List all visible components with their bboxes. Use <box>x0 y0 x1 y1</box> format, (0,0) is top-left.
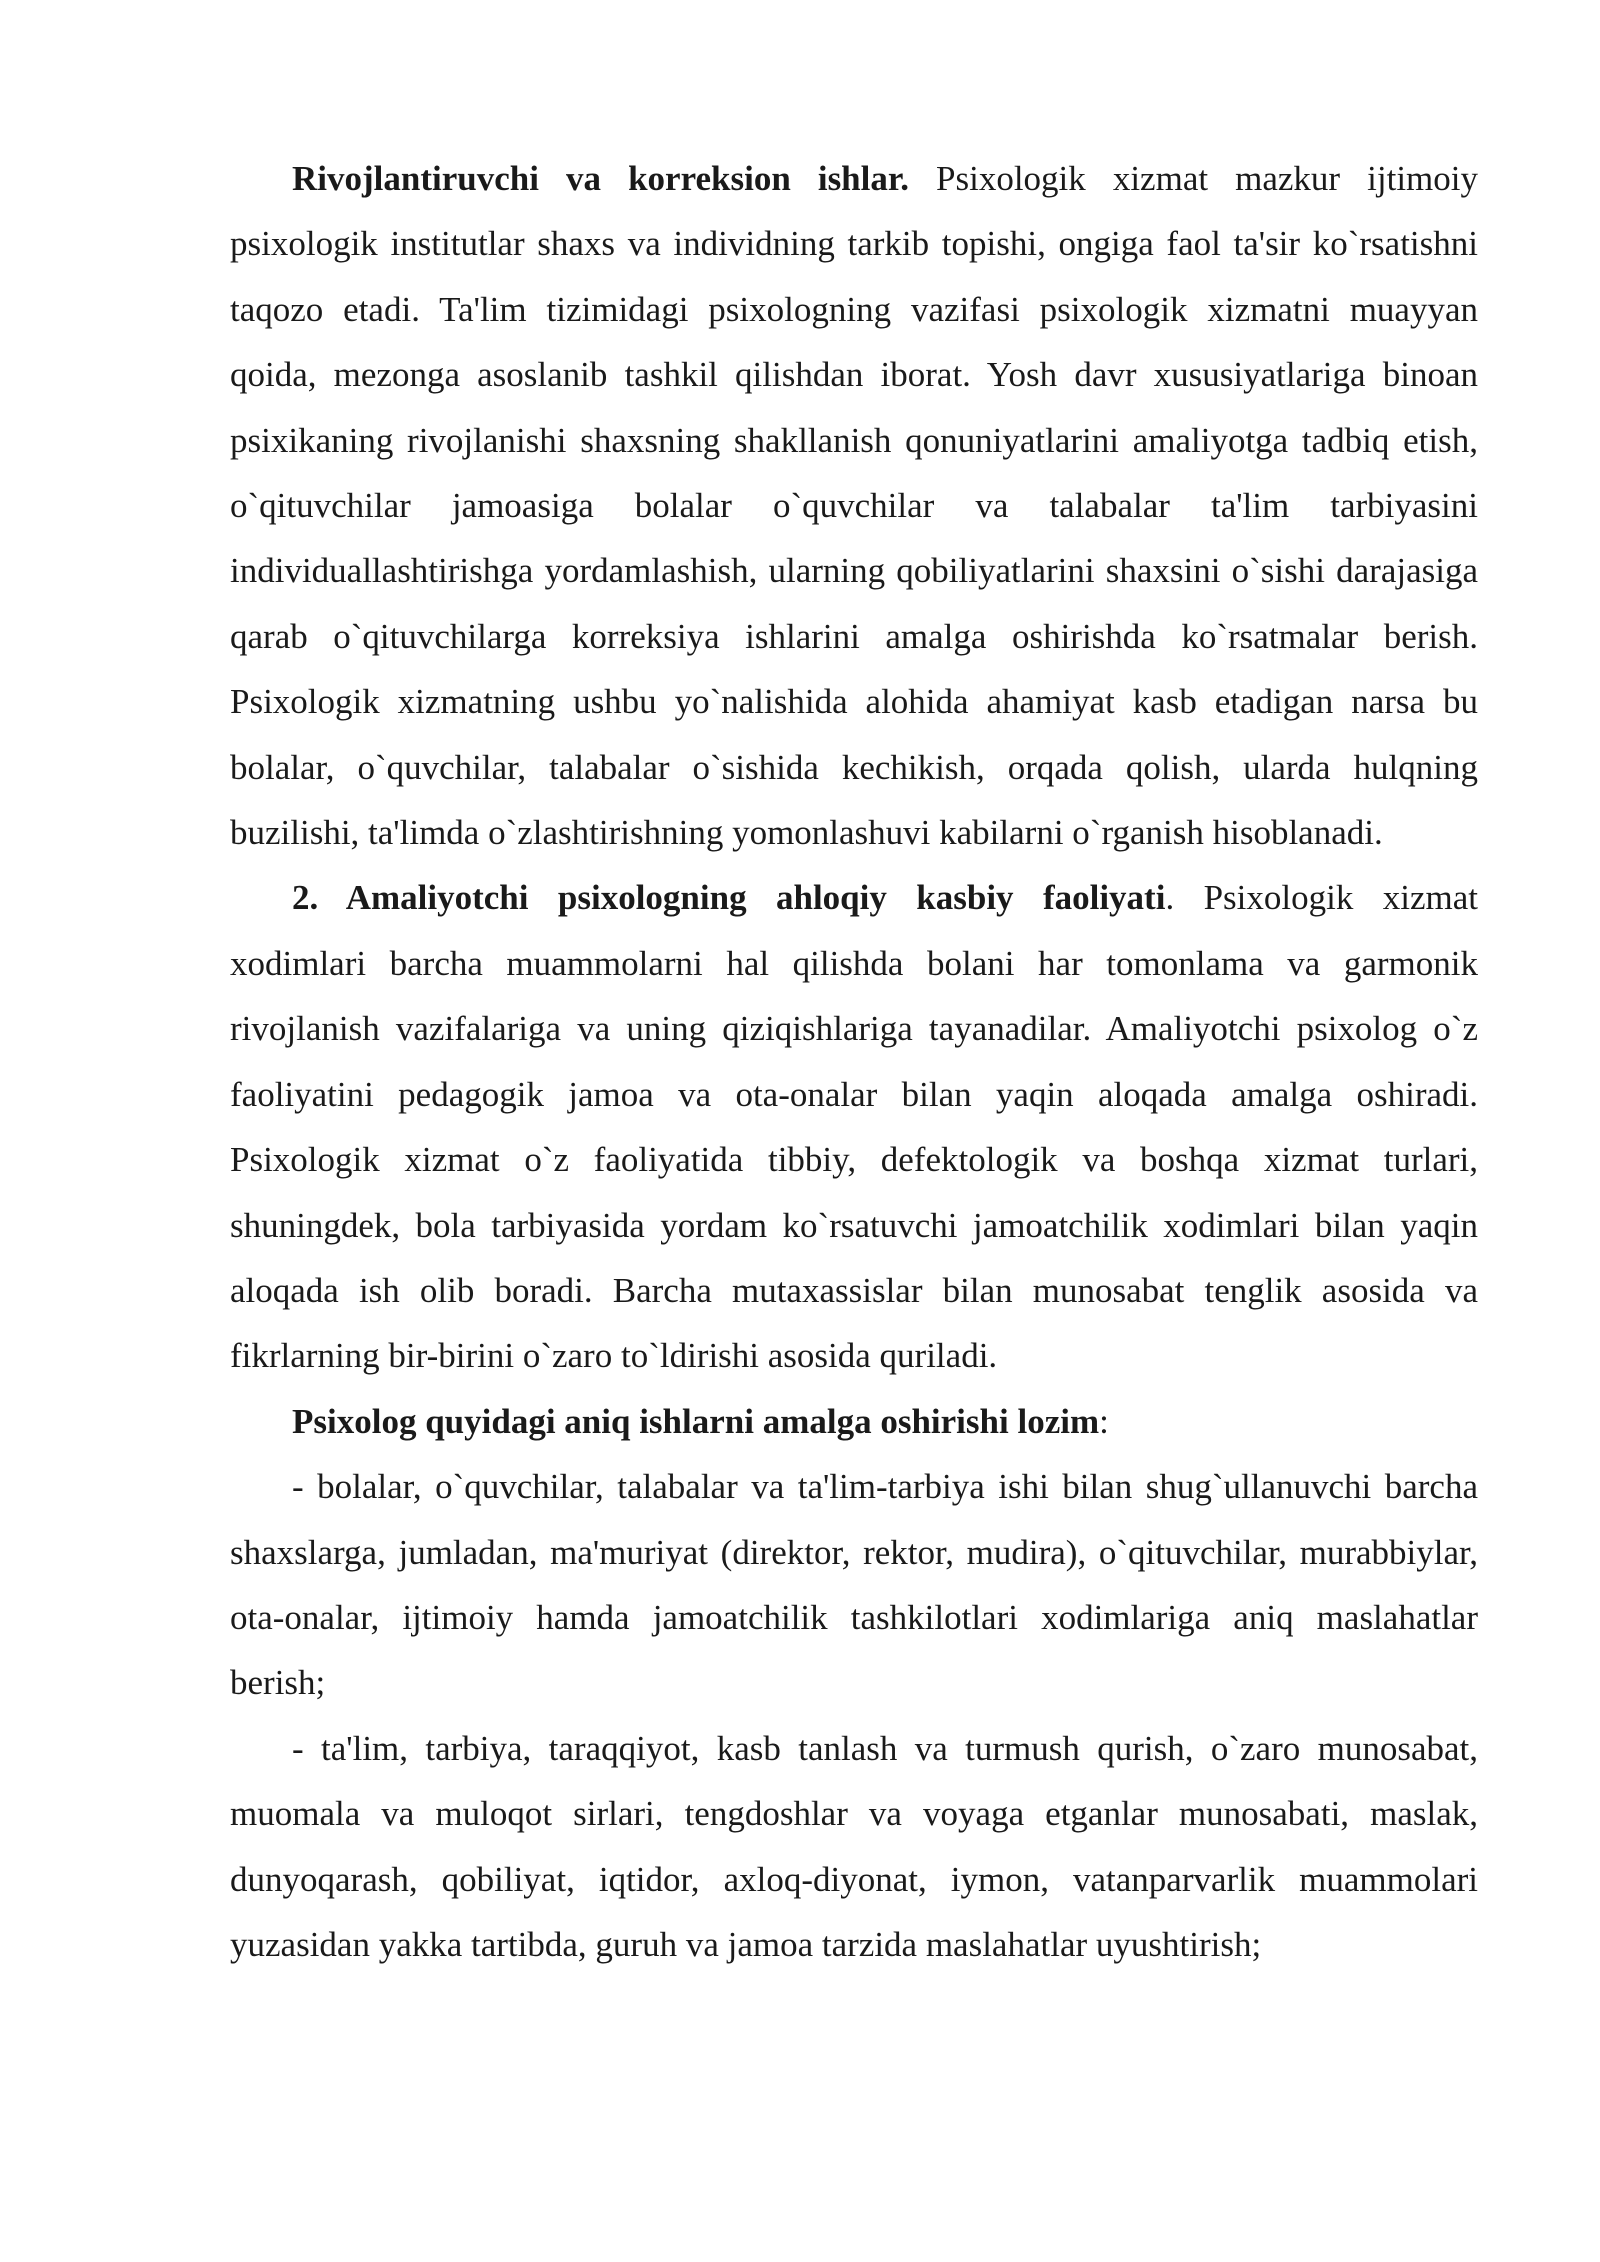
paragraph-practical-psychologist-ethics <box>230 865 1478 1388</box>
document-page <box>230 146 1478 1977</box>
paragraph-psychologist-duties-intro <box>230 1389 1478 1454</box>
list-item: - bolalar, o`quvchilar, talabalar va ta'lim-tarbiya ishi bilan shug`ullanuvchi barcha shaxslarga, jumladan, ma'muriyat (direktor, rektor, mudira), o`qituvchilar, murabbiylar, ota-onalar, ijtimoiy hamda jamoatchilik tashkilotlari xodimlariga aniq maslahatlar berish; <box>230 1467 1478 1703</box>
paragraph-text: Psixologik xizmat mazkur ijtimoiy psixologik institutlar shaxs va individning tarkib topishi, ongiga faol ta'sir ko`rsatishni taqozo etadi. Ta'lim tizimidagi psixologning vazifasi psixologik xizmatni muayyan qoida, mezonga asoslanib tashkil qilishdan iborat. Yosh davr xususiyatlariga binoan psixikaning rivojlanishi shaxsning shakllanish qonuniyatlarini amaliyotga tadbiq etish, o`qituvchilar jamoasiga bolalar o`quvchilar va talabalar ta'lim tarbiyasini individuallashtirishga yordamlashish, ularning qobiliyatlarini shaxsini o`sishi darajasiga qarab o`qituvchilarga korreksiya ishlarini amalga oshirishda ko`rsatmalar berish. Psixologik xizmatning ushbu yo`nalishida alohida ahamiyat kasb etadigan narsa bu bolalar, o`quvchilar, talabalar o`sishida kechikish, orqada qolish, ularda hulqning buzilishi, ta'limda o`zlashtirishning yomonlashuvi kabilarni o`rganish hisoblanadi. <box>230 159 1478 853</box>
paragraph-heading: Rivojlantiruvchi va korreksion ishlar. <box>292 159 909 198</box>
paragraph-text: : <box>1099 1401 1109 1441</box>
list-item: - ta'lim, tarbiya, taraqqiyot, kasb tanlash va turmush qurish, o`zaro munosabat, muomala va muloqot sirlari, tengdoshlar va voyaga etganlar munosabati, maslak, dunyoqarash, qobiliyat, iqtidor, axloq-diyonat, iymon, vatanparvarlik muammolari yuzasidan yakka tartibda, guruh va jamoa tarzida maslahatlar uyushtirish; <box>230 1728 1478 1964</box>
paragraph-text: . Psixologik xizmat xodimlari barcha muammolarni hal qilishda bolani har tomonlama va garmonik rivojlanish vazifalariga va uning qiziqishlariga tayanadilar. Amaliyotchi psixolog o`z faoliyatini pedagogik jamoa va ota-onalar bilan yaqin aloqada amalga oshiradi. Psixologik xizmat o`z faoliyatida tibbiy, defektologik va boshqa xizmat turlari, shuningdek, bola tarbiyasida yordam ko`rsatuvchi jamoatchilik xodimlari bilan yaqin aloqada ish olib boradi. Barcha mutaxassislar bilan munosabat tenglik asosida va fikrlarning bir-birini o`zaro to`ldirishi asosida quriladi. <box>230 878 1478 1376</box>
paragraph-heading: Psixolog quyidagi aniq ishlarni amalga oshirishi lozim <box>292 1401 1100 1441</box>
paragraph-heading: 2. Amaliyotchi psixologning ahloqiy kasbiy faoliyati <box>292 878 1166 918</box>
paragraph-developmental-correctional-work <box>230 146 1478 865</box>
